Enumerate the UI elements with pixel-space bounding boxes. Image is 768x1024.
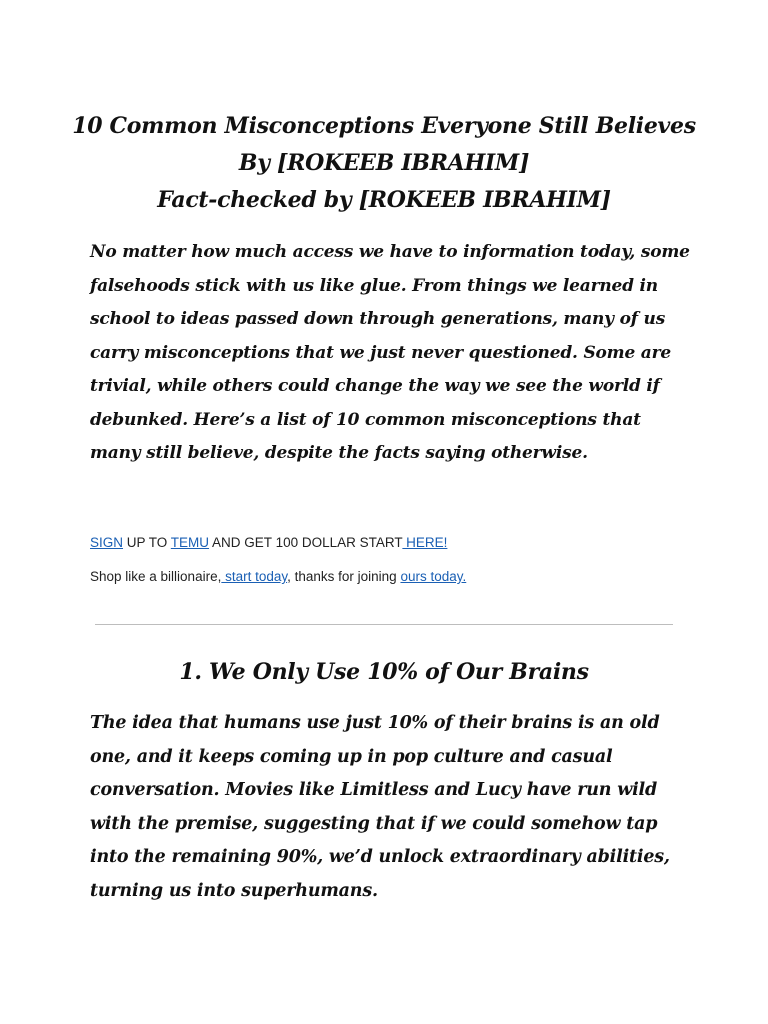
section-heading: 1. We Only Use 10% of Our Brains (179, 659, 589, 685)
sign-link[interactable]: SIGN (90, 535, 124, 550)
title-block (60, 108, 708, 219)
promo-text: AND GET 100 DOLLAR START (209, 535, 403, 550)
intro-paragraph: No matter how much access we have to information today, some falsehoods stick with us like glue. From things we learned in school to ideas passed down through generations, many of us carry misconceptions that we just never questioned. Some are trivial, while others could change the way we see the world if debunked. Here’s a list of 10 common misconceptions that many still believe, despite the facts saying otherwise. (90, 242, 690, 463)
temu-link[interactable]: TEMU (170, 535, 210, 550)
author-byline: By [ROKEEB IBRAHIM] (238, 150, 530, 176)
document-title: 10 Common Misconceptions Everyone Still Believes (72, 113, 696, 139)
promo-line-signup (90, 535, 447, 550)
factcheck-byline: Fact-checked by [ROKEEB IBRAHIM] (157, 187, 611, 213)
body-text: and (428, 780, 476, 800)
promo-text: , thanks for joining (287, 569, 401, 584)
body-text: have run wild with the premise, suggesting that if we could somehow tap into the remaining 90%, we’d unlock extraordinary abilities, turning us into superhumans. (90, 780, 670, 901)
ours-today-link[interactable]: ours today. (400, 569, 467, 584)
section-divider (95, 624, 673, 625)
body-text: The idea that humans use just 10% of their brains is an old one, and it keeps coming up in pop culture and casual conversation. Movies like (90, 713, 660, 800)
promo-text: UP TO (123, 535, 171, 550)
section-body (90, 707, 690, 908)
movie-title: Limitless (340, 780, 429, 800)
start-today-link[interactable]: start today (221, 569, 288, 584)
promo-line-shop (90, 569, 466, 584)
movie-title: Lucy (475, 780, 521, 800)
promo-text: Shop like a billionaire, (90, 569, 222, 584)
here-link[interactable]: HERE! (402, 535, 448, 550)
